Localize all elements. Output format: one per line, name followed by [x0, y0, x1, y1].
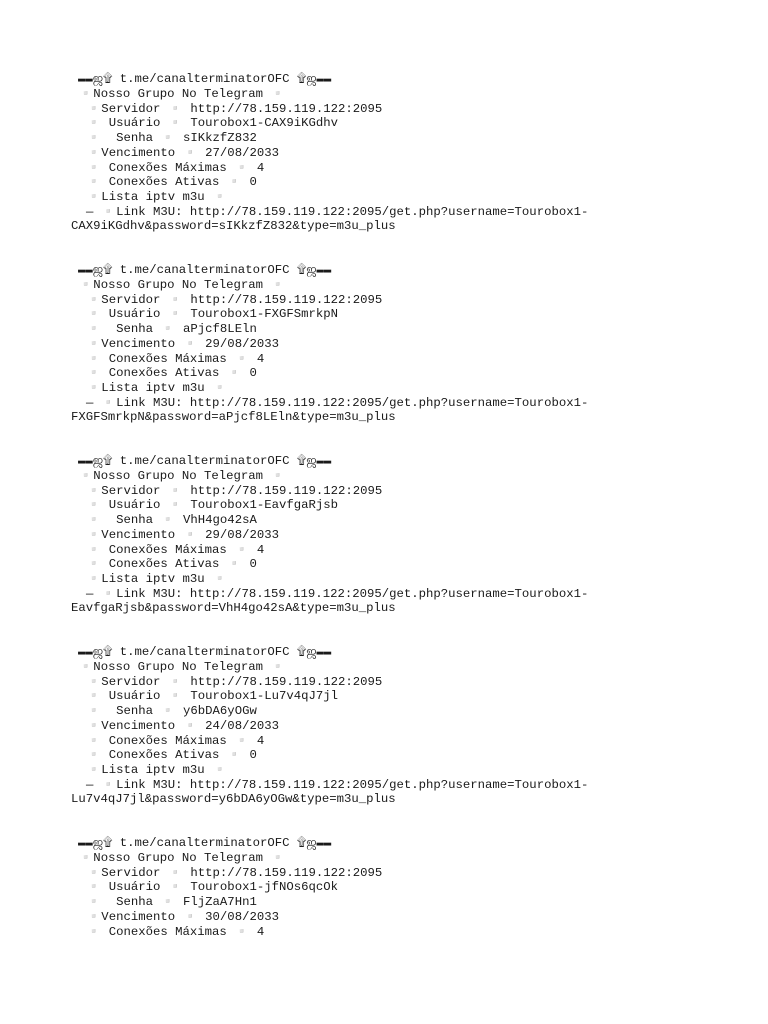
- m3u-link-line[interactable]: — ▫️Link M3U: http://78.159.119.122:2095/get.php?username=Tourobox1-: [86, 396, 589, 410]
- m3u-link-continuation[interactable]: EavfgaRjsb&password=VhH4go42sA&type=m3u_plus: [71, 601, 396, 615]
- list-line: ▫️Lista iptv m3u ▫️: [86, 381, 228, 395]
- password-line: ▫️ Senha ▫️ FljZaA7Hn1: [86, 895, 257, 909]
- entry-header: ▬▬ஜ۩ t.me/canalterminatorOFC ۩ஜ▬▬: [78, 836, 332, 850]
- group-line: ▫️Nosso Grupo No Telegram ▫️: [78, 660, 286, 674]
- group-line: ▫️Nosso Grupo No Telegram ▫️: [78, 469, 286, 483]
- max-connections-line: ▫️ Conexões Máximas ▫️ 4: [86, 161, 265, 175]
- user-line: ▫️ Usuário ▫️ Tourobox1-FXGFSmrkpN: [86, 307, 339, 321]
- password-line: ▫️ Senha ▫️ aPjcf8LEln: [86, 322, 257, 336]
- entry-header: ▬▬ஜ۩ t.me/canalterminatorOFC ۩ஜ▬▬: [78, 263, 332, 277]
- password-line: ▫️ Senha ▫️ sIKkzfZ832: [86, 131, 257, 145]
- active-connections-line: ▫️ Conexões Ativas ▫️ 0: [86, 175, 257, 189]
- server-line: ▫️Servidor ▫️ http://78.159.119.122:2095: [86, 484, 383, 498]
- m3u-link-continuation[interactable]: CAX9iKGdhv&password=sIKkzfZ832&type=m3u_plus: [71, 219, 396, 233]
- list-line: ▫️Lista iptv m3u ▫️: [86, 190, 228, 204]
- user-line: ▫️ Usuário ▫️ Tourobox1-jfNOs6qcOk: [86, 880, 339, 894]
- m3u-link-line[interactable]: — ▫️Link M3U: http://78.159.119.122:2095/get.php?username=Tourobox1-: [86, 587, 589, 601]
- password-line: ▫️ Senha ▫️ VhH4go42sA: [86, 513, 257, 527]
- group-line: ▫️Nosso Grupo No Telegram ▫️: [78, 87, 286, 101]
- server-line: ▫️Servidor ▫️ http://78.159.119.122:2095: [86, 293, 383, 307]
- entry-header: ▬▬ஜ۩ t.me/canalterminatorOFC ۩ஜ▬▬: [78, 454, 332, 468]
- user-line: ▫️ Usuário ▫️ Tourobox1-CAX9iKGdhv: [86, 116, 339, 130]
- server-line: ▫️Servidor ▫️ http://78.159.119.122:2095: [86, 675, 383, 689]
- password-line: ▫️ Senha ▫️ y6bDA6yOGw: [86, 704, 257, 718]
- max-connections-line: ▫️ Conexões Máximas ▫️ 4: [86, 734, 265, 748]
- server-line: ▫️Servidor ▫️ http://78.159.119.122:2095: [86, 866, 383, 880]
- list-line: ▫️Lista iptv m3u ▫️: [86, 763, 228, 777]
- expiry-line: ▫️Vencimento ▫️ 30/08/2033: [86, 910, 279, 924]
- active-connections-line: ▫️ Conexões Ativas ▫️ 0: [86, 557, 257, 571]
- list-line: ▫️Lista iptv m3u ▫️: [86, 572, 228, 586]
- entry-header: ▬▬ஜ۩ t.me/canalterminatorOFC ۩ஜ▬▬: [78, 645, 332, 659]
- m3u-link-line[interactable]: — ▫️Link M3U: http://78.159.119.122:2095/get.php?username=Tourobox1-: [86, 205, 589, 219]
- m3u-link-line[interactable]: — ▫️Link M3U: http://78.159.119.122:2095/get.php?username=Tourobox1-: [86, 778, 589, 792]
- active-connections-line: ▫️ Conexões Ativas ▫️ 0: [86, 748, 257, 762]
- expiry-line: ▫️Vencimento ▫️ 29/08/2033: [86, 528, 279, 542]
- group-line: ▫️Nosso Grupo No Telegram ▫️: [78, 278, 286, 292]
- expiry-line: ▫️Vencimento ▫️ 29/08/2033: [86, 337, 279, 351]
- max-connections-line: ▫️ Conexões Máximas ▫️ 4: [86, 925, 265, 939]
- user-line: ▫️ Usuário ▫️ Tourobox1-Lu7v4qJ7jl: [86, 689, 339, 703]
- max-connections-line: ▫️ Conexões Máximas ▫️ 4: [86, 352, 265, 366]
- group-line: ▫️Nosso Grupo No Telegram ▫️: [78, 851, 286, 865]
- m3u-link-continuation[interactable]: Lu7v4qJ7jl&password=y6bDA6yOGw&type=m3u_plus: [71, 792, 396, 806]
- expiry-line: ▫️Vencimento ▫️ 24/08/2033: [86, 719, 279, 733]
- max-connections-line: ▫️ Conexões Máximas ▫️ 4: [86, 543, 265, 557]
- server-line: ▫️Servidor ▫️ http://78.159.119.122:2095: [86, 102, 383, 116]
- m3u-link-continuation[interactable]: FXGFSmrkpN&password=aPjcf8LEln&type=m3u_plus: [71, 410, 396, 424]
- entry-header: ▬▬ஜ۩ t.me/canalterminatorOFC ۩ஜ▬▬: [78, 72, 332, 86]
- expiry-line: ▫️Vencimento ▫️ 27/08/2033: [86, 146, 279, 160]
- active-connections-line: ▫️ Conexões Ativas ▫️ 0: [86, 366, 257, 380]
- user-line: ▫️ Usuário ▫️ Tourobox1-EavfgaRjsb: [86, 498, 339, 512]
